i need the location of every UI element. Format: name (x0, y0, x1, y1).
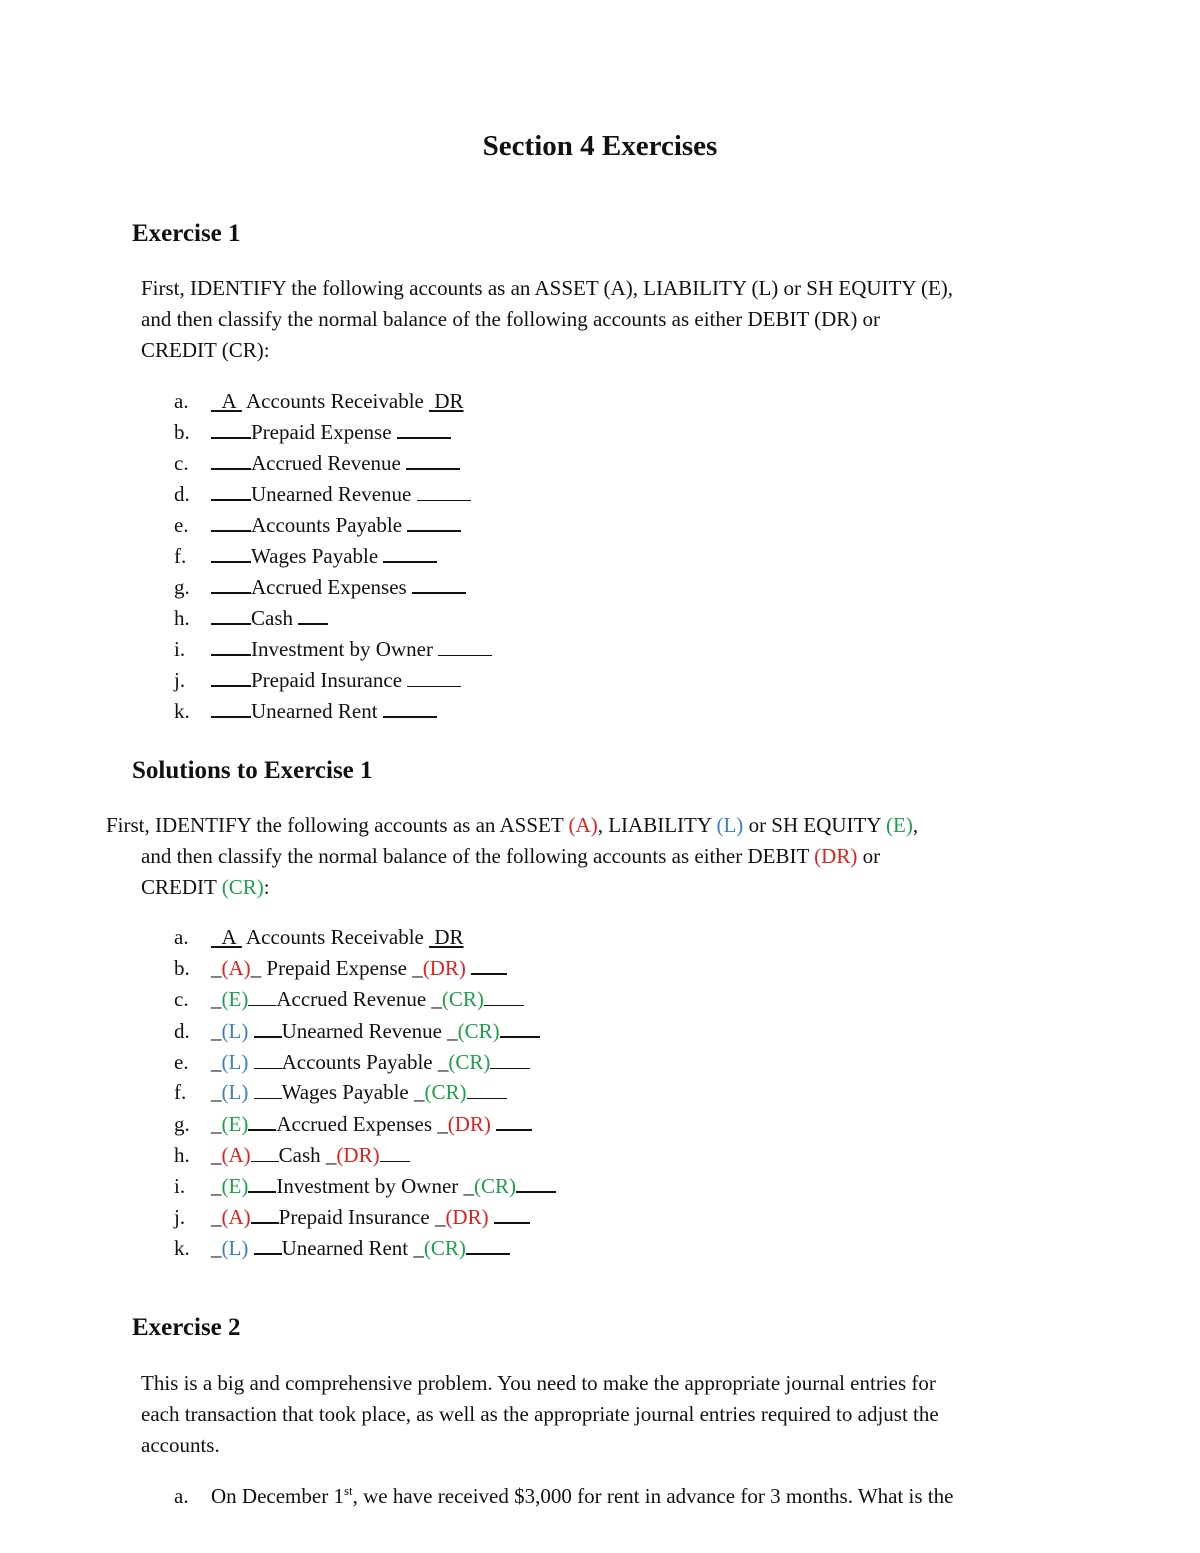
account-name: Accrued Revenue (276, 987, 427, 1011)
exercise-2-instructions (141, 1368, 939, 1461)
answer-suffix: DR (434, 389, 464, 413)
normal-balance: (CR) (423, 1236, 466, 1260)
answer-blank (254, 1018, 282, 1038)
instruction-line: CREDIT (CR): (141, 875, 270, 899)
item-marker: j. (174, 668, 186, 692)
answer-blank (211, 698, 251, 718)
answer-blank (211, 419, 251, 439)
account-name: Investment by Owner (276, 1174, 459, 1198)
exercise-1-instructions (141, 273, 953, 366)
item-marker: b. (174, 420, 190, 444)
answer-blank (248, 1111, 276, 1131)
instruction-line: and then classify the normal balance of the following accounts as either DEBIT (DR) or (141, 307, 881, 331)
account-name: Prepaid Expense (251, 420, 392, 444)
account-name: Accrued Expenses (276, 1112, 433, 1136)
normal-balance: (DR) (445, 1205, 489, 1229)
account-name: Unearned Rent (281, 1236, 409, 1260)
answer-blank (211, 512, 251, 532)
item-marker: h. (174, 1143, 190, 1167)
item-marker: g. (174, 1112, 190, 1136)
item-marker: i. (174, 1174, 186, 1198)
answer-blank (494, 1204, 530, 1224)
account-name: Accounts Receivable (246, 925, 424, 949)
answer-blank (298, 605, 328, 625)
item-marker: c. (174, 987, 189, 1011)
answer-blank (254, 1080, 282, 1099)
answer-blank (211, 605, 251, 625)
account-type: (L) (221, 1236, 249, 1260)
item-marker: c. (174, 451, 189, 475)
exercise-1-heading: Exercise 1 (132, 220, 241, 247)
normal-balance: (DR) (422, 956, 466, 980)
account-type: (E) (221, 1174, 249, 1198)
account-name: Unearned Rent (251, 699, 378, 723)
answer-blank (254, 1050, 282, 1069)
account-name: Cash (278, 1143, 321, 1167)
answer-blank (397, 419, 451, 439)
answer-blank (248, 987, 276, 1006)
answer-blank (407, 668, 461, 687)
answer-prefix: A (221, 925, 237, 949)
answer-blank (211, 667, 251, 687)
answer-blank (383, 698, 437, 718)
account-name: Cash (251, 606, 293, 630)
answer-suffix: DR (434, 925, 464, 949)
item-marker: j. (174, 1205, 186, 1229)
answer-blank (417, 482, 471, 501)
account-type: (A) (221, 1143, 251, 1167)
account-name: Accounts Receivable (246, 389, 424, 413)
normal-balance: (CR) (441, 987, 484, 1011)
document-page: Section 4 Exercises Exercise 1 First, IDENTIFY the following accounts as an ASSET (A), LIABILITY (L) or SH EQUITY (E), and then classify the normal balance of the following accounts as either DEBIT (DR) or CREDIT (CR): a. A Accounts Receivable DR b. Prepaid Expense c. Accrued Revenue d. Unearned Revenue e. Accounts Payable f. Wages Payable g. Accrued Expenses h. Cash i. Investment by Owner j. Prepaid Insurance k. Unearned Rent Solutions to Exercise 1 First, IDENTIFY the following accounts as an ASSET (A), LIABILITY (L) or SH EQUITY (E), and then classify the normal balance of the following accounts as either DEBIT (DR) or CREDIT (CR): a. A Accounts Receivable DR b. _(A)_ Prepaid Expense _(DR) c. _(E) Accrued Revenue _(CR) d. _(L) Unearned Revenue _(CR) e. _(L) Accounts Payable _(CR) f. _(L) Wages Payable _(CR) g. _(E) Accrued Expenses _(DR) h. _(A) Cash _(DR) i. _(E) Investment by Owner _(CR) j. _(A) Prepaid Insurance _(DR) k. _(L) Unearned Rent _(CR) Exercise 2 This is a big and comprehensive problem. You need to make the appropriate journal entries for each transaction that took place, as well as the appropriate journal entries required to adjust the accounts. a. On December 1st, we have received $3,000 for rent in advance for 3 months. What is the (0, 0, 1200, 1553)
answer-blank (490, 1050, 530, 1069)
account-name: Unearned Revenue (281, 1019, 442, 1043)
account-name: Accounts Payable (251, 513, 403, 537)
normal-balance: (CR) (424, 1080, 467, 1104)
solutions-heading: Solutions to Exercise 1 (132, 757, 373, 784)
answer-blank (484, 987, 524, 1006)
answer-blank (211, 574, 251, 594)
account-type: (E) (221, 987, 249, 1011)
instruction-line: accounts. (141, 1433, 220, 1457)
item-marker: d. (174, 482, 190, 506)
normal-balance: (DR) (447, 1112, 491, 1136)
normal-balance: (CR) (457, 1019, 500, 1043)
account-name: Accrued Expenses (251, 575, 407, 599)
account-type: (L) (221, 1050, 249, 1074)
normal-balance: (CR) (448, 1050, 491, 1074)
answer-blank (251, 1143, 279, 1162)
answer-blank (211, 450, 251, 470)
answer-blank (254, 1235, 282, 1255)
answer-prefix: A (221, 389, 237, 413)
answer-blank (471, 955, 507, 975)
item-marker: a. (174, 1484, 189, 1508)
instruction-line: This is a big and comprehensive problem. You need to make the appropriate journal entries for (141, 1371, 936, 1395)
account-name: Accounts Payable (281, 1050, 433, 1074)
normal-balance: (DR) (336, 1143, 380, 1167)
answer-blank (438, 637, 492, 656)
answer-blank (412, 574, 466, 594)
item-marker: k. (174, 1236, 190, 1260)
answer-blank (516, 1173, 556, 1193)
answer-blank (500, 1018, 540, 1038)
item-marker: d. (174, 1019, 190, 1043)
instruction-line: CREDIT (CR): (141, 338, 270, 362)
item-marker: b. (174, 956, 190, 980)
item-marker: a. (174, 389, 189, 413)
answer-blank (251, 1204, 279, 1224)
answer-blank (467, 1080, 507, 1099)
account-name: Prepaid Insurance (251, 668, 403, 692)
instruction-line: First, IDENTIFY the following accounts as an ASSET (A), LIABILITY (L) or SH EQUITY (E), (106, 813, 919, 837)
item-marker: h. (174, 606, 190, 630)
page-title: Section 4 Exercises (482, 130, 718, 162)
account-name: Prepaid Expense (266, 956, 407, 980)
answer-blank (406, 450, 460, 470)
item-marker: k. (174, 699, 190, 723)
answer-blank (496, 1111, 532, 1131)
item-marker: e. (174, 1050, 189, 1074)
account-name: Unearned Revenue (251, 482, 412, 506)
account-type: (E) (221, 1112, 249, 1136)
item-marker: e. (174, 513, 189, 537)
account-name: Investment by Owner (251, 637, 433, 661)
instruction-line: and then classify the normal balance of the following accounts as either DEBIT (DR) or (141, 844, 881, 868)
answer-blank (380, 1143, 410, 1162)
item-marker: i. (174, 637, 186, 661)
normal-balance: (CR) (474, 1174, 517, 1198)
account-type: (A) (221, 956, 251, 980)
answer-blank (211, 543, 251, 563)
account-type: (A) (221, 1205, 251, 1229)
item-marker: f. (174, 544, 187, 568)
answer-blank (248, 1173, 276, 1193)
transaction-text: On December 1st, we have received $3,000 for rent in advance for 3 months. What is the (211, 1483, 954, 1508)
answer-blank (383, 543, 437, 563)
account-name: Prepaid Insurance (278, 1205, 430, 1229)
answer-blank (211, 636, 251, 656)
item-marker: a. (174, 925, 189, 949)
account-name: Wages Payable (281, 1080, 409, 1104)
answer-blank (211, 481, 251, 501)
answer-blank (407, 512, 461, 532)
account-type: (L) (221, 1019, 249, 1043)
item-marker: g. (174, 575, 190, 599)
exercise-2-heading: Exercise 2 (132, 1314, 241, 1341)
item-marker: f. (174, 1080, 187, 1104)
instruction-line: each transaction that took place, as well as the appropriate journal entries required to adjust the (141, 1402, 939, 1426)
instruction-line: First, IDENTIFY the following accounts as an ASSET (A), LIABILITY (L) or SH EQUITY (E), (141, 276, 954, 300)
account-name: Wages Payable (251, 544, 379, 568)
answer-blank (466, 1235, 510, 1255)
account-name: Accrued Revenue (251, 451, 401, 475)
account-type: (L) (221, 1080, 249, 1104)
solutions-instructions (106, 810, 918, 903)
